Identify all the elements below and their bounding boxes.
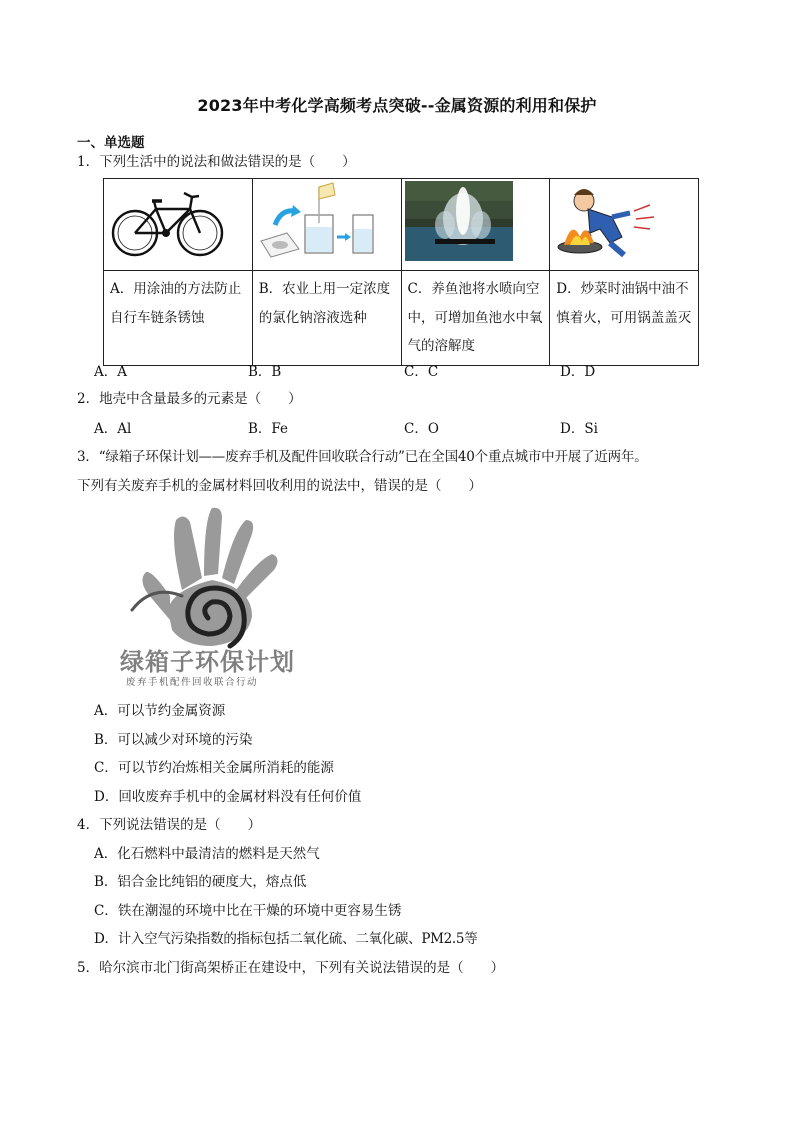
question-4-option-b[interactable]: B．铝合金比纯铝的硬度大，熔点低: [94, 874, 307, 890]
question-1-stem: 1．下列生活中的说法和做法错误的是（ ）: [77, 154, 356, 170]
question-4-option-c[interactable]: C．铁在潮湿的环境中比在干燥的环境中更容易生锈: [94, 903, 402, 919]
question-3-stem-line-1: 3．“绿箱子环保计划——废弃手机及配件回收联合行动”已在全国40个重点城市中开展了近两年。: [77, 449, 648, 465]
fountain-image-cell: [401, 179, 550, 271]
question-3-option-d[interactable]: D．回收废弃手机中的金属材料没有任何价值: [94, 789, 362, 805]
fishpond-fountain-image: [405, 181, 513, 261]
question-1-cell-b: B．农业上用一定浓度的氯化钠溶液选种: [252, 271, 401, 366]
question-4-option-a[interactable]: A．化石燃料中最清洁的燃料是天然气: [94, 846, 320, 862]
question-1-cell-d: D．炒菜时油锅中油不慎着火，可用锅盖盖灭: [550, 271, 699, 366]
question-1-cell-a: A．用涂油的方法防止自行车链条锈蚀: [104, 271, 253, 366]
question-4-option-d[interactable]: D．计入空气污染指数的指标包括二氧化硫、二氧化碳、PM2.5等: [94, 931, 478, 947]
seed-selection-image-cell: [252, 179, 401, 271]
question-2-option-c[interactable]: C．O: [404, 421, 439, 437]
question-1-option-d[interactable]: D．D: [560, 364, 596, 380]
logo-subtitle: 废弃手机配件回收联合行动: [126, 677, 259, 688]
question-3-option-c[interactable]: C．可以节约冶炼相关金属所消耗的能源: [94, 760, 334, 776]
question-1-option-c[interactable]: C．C: [404, 364, 439, 380]
seed-selection-image: [253, 179, 379, 267]
green-box-logo: [112, 500, 312, 690]
question-1-option-b[interactable]: B．B: [248, 364, 282, 380]
question-2-option-a[interactable]: A．Al: [94, 421, 132, 437]
question-3-stem-line-2: 下列有关废弃手机的金属材料回收利用的说法中，错误的是（ ）: [77, 478, 482, 494]
question-3-option-a[interactable]: A．可以节约金属资源: [94, 703, 226, 719]
page-title: 2023年中考化学高频考点突破--金属资源的利用和保护: [197, 96, 597, 115]
cooking-fire-image-cell: [550, 179, 699, 271]
bicycle-image: [104, 179, 230, 267]
question-2-option-b[interactable]: B．Fe: [248, 421, 289, 437]
bicycle-image-cell: [104, 179, 253, 271]
question-3-option-b[interactable]: B．可以减少对环境的污染: [94, 732, 253, 748]
question-1-table: [103, 178, 699, 366]
section-heading: 一、单选题: [77, 135, 145, 151]
question-4-stem: 4．下列说法错误的是（ ）: [77, 817, 262, 833]
question-2-option-d[interactable]: D．Si: [560, 421, 598, 437]
question-1-cell-c: C．养鱼池将水喷向空中，可增加鱼池水中氧气的溶解度: [401, 271, 550, 366]
cooking-fire-image: [550, 179, 676, 267]
question-5-stem: 5．哈尔滨市北门街高架桥正在建设中，下列有关说法错误的是（ ）: [77, 960, 505, 976]
logo-title: 绿箱子环保计划: [120, 648, 295, 676]
question-2-stem: 2．地壳中含量最多的元素是（ ）: [77, 391, 302, 407]
question-1-option-a[interactable]: A．A: [94, 364, 127, 380]
